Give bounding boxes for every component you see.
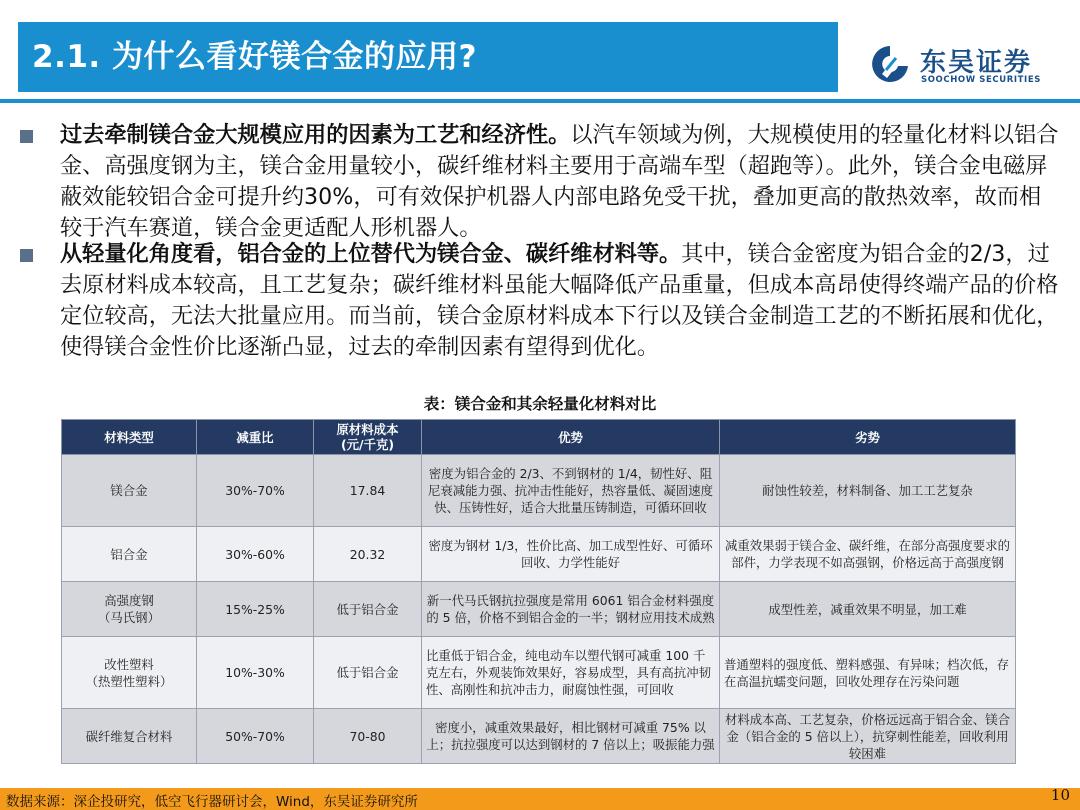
header-divider [0,99,1080,103]
bullet-paragraph [60,239,1060,363]
cell-pros: 比重低于铝合金，纯电动车以塑代钢可减重 100 千克左右，外观装饰效果好，容易成型，具有高抗冲韧性、高刚性和抗冲击力，耐腐蚀性强，可回收 [422,637,720,709]
header-weight-reduction: 减重比 [197,420,314,455]
bullet-paragraph [60,120,1060,244]
cell-cons: 成型性差，减重效果不明显，加工难 [720,582,1016,637]
table-header-row [62,420,1016,455]
cell-material [62,582,197,637]
title-banner [18,22,838,92]
material-name: 高强度钢 [104,593,154,608]
header-advantages: 优势 [422,420,720,455]
cell-cost: 20.32 [314,527,422,582]
header-cost-line1: 原材料成本 [336,422,399,437]
cell-cost: 低于铝合金 [314,637,422,709]
table-row [62,709,1016,764]
table-row [62,582,1016,637]
page-title: 2.1. 为什么看好镁合金的应用? [32,39,477,75]
data-source: 数据来源：深企投研究，低空飞行器研讨会，Wind，东吴证券研究所 [6,794,418,810]
company-logo [868,40,1068,92]
table-row [62,527,1016,582]
bullet-body: 以汽车领域为例，大规模使用的轻量化材料以铝合金、高强度钢为主，镁合金用量较小，碳纤维材料主要用于高端车型（超跑等）。此外，镁合金电磁屏蔽效能较铝合金可提升约30%，可有效保护机器人内部电路免受干扰，叠加更高的散热效率，故而相较于汽车赛道，镁合金更适配人形机器人。 [60,122,1059,241]
bullet-lead: 从轻量化角度看，铝合金的上位替代为镁合金、碳纤维材料等。 [60,241,682,267]
cell-material [62,455,197,527]
cell-pros: 密度小，减重效果最好，相比钢材可减重 75% 以上；抗拉强度可以达到钢材的 7 倍以上；吸振能力强 [422,709,720,764]
cell-pros: 新一代马氏钢抗拉强度是常用 6061 铝合金材料强度的 5 倍，价格不到铝合金的一半；钢材应用技术成熟 [422,582,720,637]
bullet-square-icon [20,130,33,143]
table-title: 表：镁合金和其余轻量化材料对比 [423,395,657,413]
soochow-logo-icon [868,44,912,84]
cell-cost: 低于铝合金 [314,582,422,637]
cell-cons: 耐蚀性较差，材料制备、加工工艺复杂 [720,455,1016,527]
cell-cost: 70-80 [314,709,422,764]
table-row [62,455,1016,527]
table-row [62,637,1016,709]
material-name: 镁合金 [110,483,148,498]
cell-ratio: 10%-30% [197,637,314,709]
material-name: 碳纤维复合材料 [85,728,173,744]
cell-pros: 密度为铝合金的 2/3、不到钢材的 1/4，韧性好、阻尼衰减能力强、抗冲击性能好，热容量低、凝固速度快、压铸性好，适合大批量压铸制造，可循环回收 [422,455,720,527]
logo-english-name: SOOCHOW SECURITIES [921,75,1041,85]
cell-pros: 密度为钢材 1/3，性价比高、加工成型性好、可循环回收、力学性能好 [422,527,720,582]
cell-cost: 17.84 [314,455,422,527]
material-subname: （热塑性塑料） [85,673,173,689]
bullet-body: 其中，镁合金密度为铝合金的2/3，过去原材料成本较高，且工艺复杂；碳纤维材料虽能大幅降低产品重量，但成本高昂使得终端产品的价格定位较高，无法大批量应用。而当前，镁合金原材料成本下行以及镁合金制造工艺的不断拓展和优化，使得镁合金性价比逐渐凸显，过去的牵制因素有望得到优化。 [60,241,1059,360]
cell-ratio: 30%-60% [197,527,314,582]
logo-chinese-name: 东吴证券 [920,48,1033,78]
cell-ratio: 50%-70% [197,709,314,764]
header-material: 材料类型 [62,420,197,455]
cell-cons: 材料成本高、工艺复杂，价格远远高于铝合金、镁合金（铝合金的 5 倍以上），抗穿刺性能差，回收利用较困难 [720,709,1016,764]
header-cost-line2: (元/千克) [340,437,395,452]
cell-cons: 减重效果弱于镁合金、碳纤维，在部分高强度要求的部件，力学表现不如高强钢，价格远高于高强度钢 [720,527,1016,582]
bullet-lead: 过去牵制镁合金大规模应用的因素为工艺和经济性。 [60,122,571,148]
page-number: 10 [1050,786,1070,804]
material-name: 改性塑料 [104,656,154,672]
cell-ratio: 30%-70% [197,455,314,527]
cell-cons: 普通塑料的强度低、塑料感强、有异味；档次低，存在高温抗蠕变问题，回收处理存在污染问题 [720,637,1016,709]
material-subname: （马氏钢） [98,610,160,625]
cell-material [62,637,197,709]
bullet-square-icon [20,249,33,262]
cell-material [62,527,197,582]
material-name: 铝合金 [110,546,148,562]
header-cost [314,420,422,455]
cell-material [62,709,197,764]
cell-ratio: 15%-25% [197,582,314,637]
header-disadvantages: 劣势 [720,420,1016,455]
comparison-table [61,419,1016,764]
